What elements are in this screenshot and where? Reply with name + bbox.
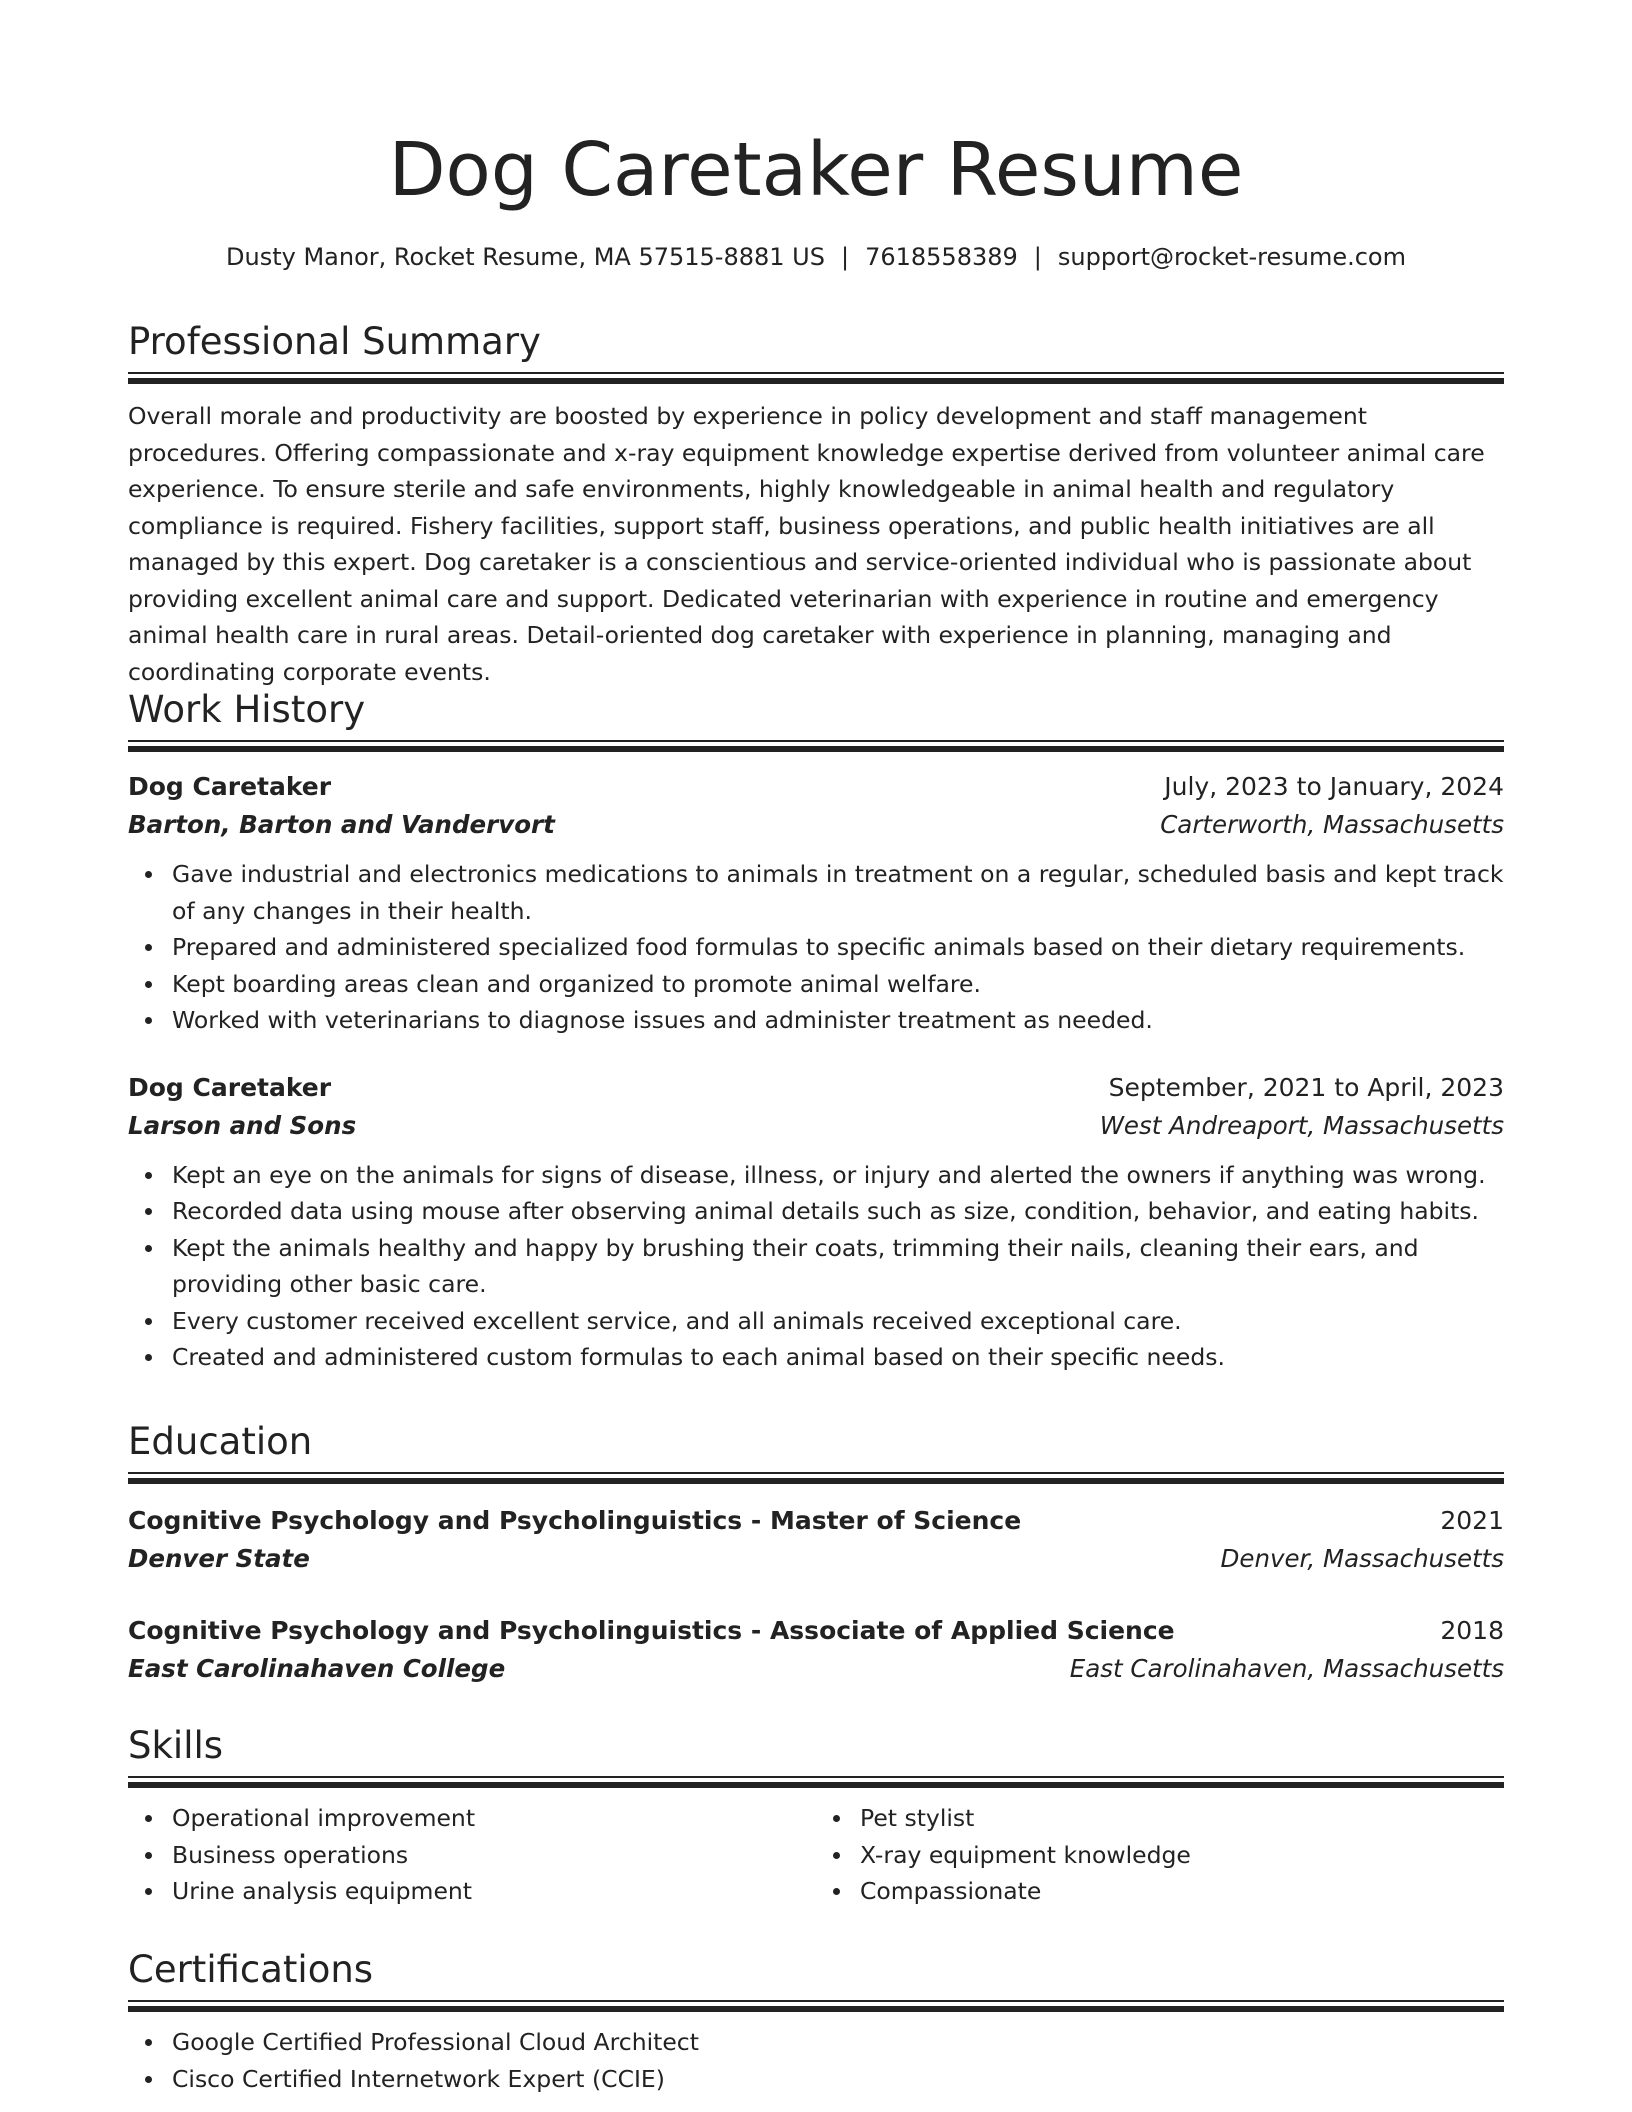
school-name: Denver State: [128, 1544, 310, 1573]
education-subheader: [128, 1650, 1504, 1688]
job-entry: [128, 768, 1504, 1039]
list-item: Compassionate: [860, 1873, 1504, 1910]
job-entry: [128, 1069, 1504, 1376]
education-header: [128, 1612, 1504, 1650]
section-divider: [128, 1776, 1504, 1790]
list-item: Google Certified Professional Cloud Architect: [172, 2024, 1504, 2061]
job-header: [128, 1069, 1504, 1107]
job-location: West Andreaport, Massachusetts: [1099, 1110, 1504, 1140]
list-item: Kept an eye on the animals for signs of disease, illness, or injury and alerted the owners if anything was wrong.: [172, 1157, 1504, 1194]
contact-phone: 7618558389: [865, 243, 1018, 271]
contact-separator: |: [1033, 243, 1042, 271]
list-item: Pet stylist: [860, 1800, 1504, 1837]
list-item: Urine analysis equipment: [172, 1873, 816, 1910]
skills-columns: [128, 1800, 1504, 1910]
certifications-list: [128, 2024, 1504, 2097]
contact-address: Dusty Manor, Rocket Resume, MA 57515-8881 US: [226, 243, 825, 271]
education-header: [128, 1502, 1504, 1540]
resume-title: Dog Caretaker Resume: [388, 127, 1244, 213]
section-divider: [128, 2000, 1504, 2014]
list-item: Worked with veterinarians to diagnose issues and administer treatment as needed.: [172, 1002, 1504, 1039]
list-item: X-ray equipment knowledge: [860, 1837, 1504, 1874]
section-heading-skills: Skills: [128, 1724, 224, 1767]
list-item: Created and administered custom formulas to each animal based on their specific needs.: [172, 1339, 1504, 1376]
job-title: Dog Caretaker: [128, 1072, 332, 1102]
list-item: Recorded data using mouse after observing animal details such as size, condition, behavior, and eating habits.: [172, 1193, 1504, 1230]
skills-list-left: [128, 1800, 816, 1910]
section-heading-work: Work History: [128, 688, 366, 731]
degree-name: Cognitive Psychology and Psycholinguistics - Associate of Applied Science: [128, 1616, 1175, 1645]
list-item: Prepared and administered specialized food formulas to specific animals based on their dietary requirements.: [172, 929, 1504, 966]
education-entry: [128, 1612, 1504, 1688]
job-subheader: [128, 806, 1504, 844]
contact-line: [128, 238, 1504, 276]
job-dates: July, 2023 to January, 2024: [1164, 772, 1504, 801]
education-entry: [128, 1502, 1504, 1578]
section-divider: [128, 740, 1504, 754]
degree-name: Cognitive Psychology and Psycholinguistics - Master of Science: [128, 1506, 1022, 1535]
list-item: Kept the animals healthy and happy by brushing their coats, trimming their nails, cleaning their ears, and providing other basic care.: [172, 1230, 1504, 1303]
education-section: [128, 1418, 1504, 1688]
skills-list-right: [816, 1800, 1504, 1910]
job-title: Dog Caretaker: [128, 772, 332, 801]
section-divider: [128, 372, 1504, 386]
job-location: Carterworth, Massachusetts: [1160, 810, 1504, 839]
certifications-section: [128, 1946, 1504, 2097]
section-heading-education: Education: [128, 1420, 313, 1463]
work-section: [128, 686, 1504, 1376]
section-divider: [128, 1472, 1504, 1486]
job-company: Larson and Sons: [128, 1110, 357, 1140]
job-bullets: [128, 1157, 1504, 1376]
contact-separator: |: [840, 243, 850, 271]
school-location: East Carolinahaven, Massachusetts: [1069, 1654, 1504, 1683]
section-heading-certifications: Certifications: [128, 1948, 374, 1991]
section-heading-summary: Professional Summary: [128, 320, 541, 363]
list-item: Every customer received excellent service, and all animals received exceptional care.: [172, 1303, 1504, 1340]
list-item: Gave industrial and electronics medications to animals in treatment on a regular, scheduled basis and kept track of any changes in their health.: [172, 856, 1504, 929]
list-item: Cisco Certified Internetwork Expert (CCIE): [172, 2061, 1504, 2098]
summary-text: Overall morale and productivity are boosted by experience in policy development and staff management procedures. Offering compassionate and x-ray equipment knowledge expertise derived from volunteer animal care experience. To ensure sterile and safe environments, highly knowledgeable in animal health and regulatory compliance is required. Fishery facilities, support staff, business operations, and public health initiatives are all managed by this expert. Dog caretaker is a conscientious and service-oriented individual who is passionate about providing excellent animal care and support. Dedicated veterinarian with experience in routine and emergency animal health care in rural areas. Detail-oriented dog caretaker with experience in planning, managing and coordinating corporate events.: [128, 402, 1485, 686]
contact-email: support@rocket-resume.com: [1057, 243, 1406, 271]
list-item: Operational improvement: [172, 1800, 816, 1837]
job-bullets: [128, 856, 1504, 1039]
school-location: Denver, Massachusetts: [1220, 1544, 1504, 1573]
education-subheader: [128, 1540, 1504, 1578]
job-company: Barton, Barton and Vandervort: [128, 810, 555, 839]
degree-year: 2018: [1440, 1616, 1504, 1645]
degree-year: 2021: [1440, 1506, 1504, 1535]
list-item: Kept boarding areas clean and organized to promote animal welfare.: [172, 966, 1504, 1003]
school-name: East Carolinahaven College: [128, 1654, 506, 1683]
list-item: Business operations: [172, 1837, 816, 1874]
summary-section: [128, 318, 1504, 690]
skills-section: [128, 1722, 1504, 1910]
job-subheader: [128, 1107, 1504, 1145]
job-dates: September, 2021 to April, 2023: [1108, 1072, 1504, 1102]
job-header: [128, 768, 1504, 806]
